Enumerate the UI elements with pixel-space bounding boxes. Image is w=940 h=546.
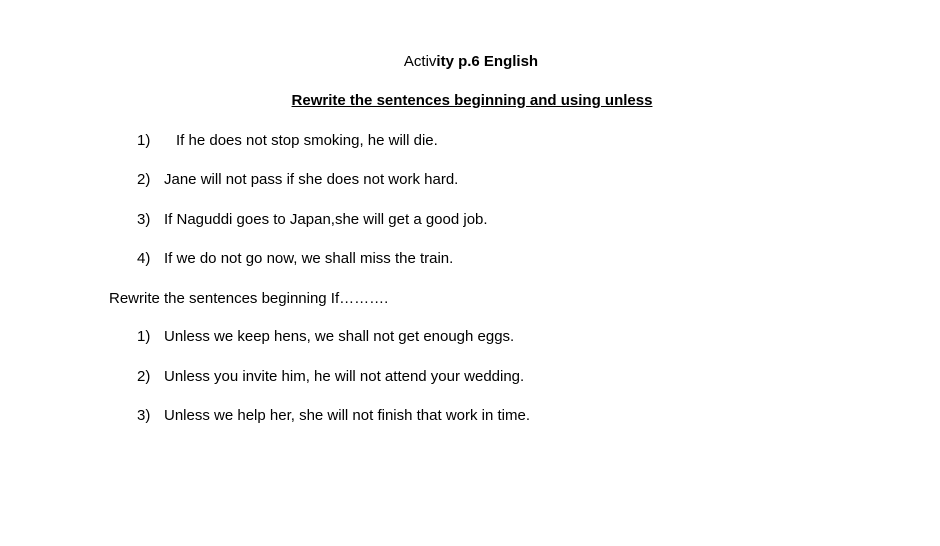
item-text: Jane will not pass if she does not work hard. (164, 171, 459, 188)
item-number: 3) (137, 407, 151, 424)
item-text: Unless we help her, she will not finish that work in time. (164, 407, 530, 424)
title-part-2: ity p.6 English (436, 53, 539, 70)
item-number: 2) (137, 171, 151, 188)
item-text: Unless we keep hens, we shall not get enough eggs. (164, 328, 515, 345)
document-title (0, 52, 940, 72)
item-text: If he does not stop smoking, he will die. (176, 132, 438, 149)
item-number: 1) (137, 132, 151, 149)
instruction-heading: Rewrite the sentences beginning and using unless (291, 92, 653, 109)
item-text: If Naguddi goes to Japan,she will get a good job. (164, 211, 488, 228)
item-number: 4) (137, 250, 151, 267)
title-part-1: Activ (403, 53, 437, 70)
item-text: Unless you invite him, he will not attend your wedding. (164, 368, 525, 385)
item-number: 1) (137, 328, 151, 345)
item-number: 2) (137, 368, 151, 385)
item-text: If we do not go now, we shall miss the train. (164, 250, 454, 267)
item-number: 3) (137, 211, 151, 228)
section-heading: Rewrite the sentences beginning If………. (109, 290, 389, 307)
